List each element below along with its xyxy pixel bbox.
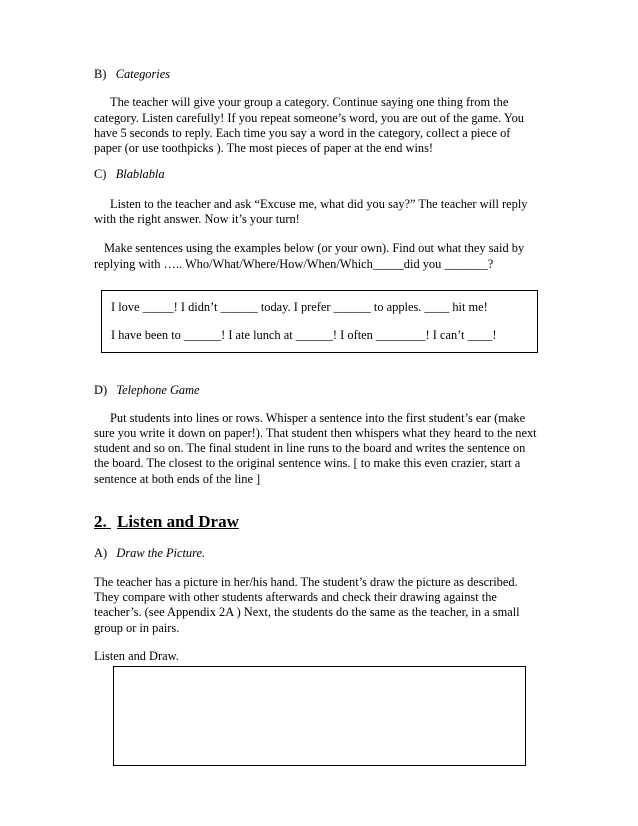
text-line: The teacher has a picture in her/his hand. The student’s draw the picture as described. bbox=[94, 575, 518, 589]
section-b-letter: B) bbox=[94, 67, 107, 81]
text-line: sentence at both ends of the line ] bbox=[94, 472, 261, 486]
example-line: I have been to ______! I ate lunch at ______! I often ________! I can’t ____! bbox=[111, 328, 497, 342]
section-2-heading bbox=[94, 512, 239, 532]
text-line: sure you write it down on paper!). That student then whispers what they heard to the next bbox=[94, 426, 537, 440]
section-b-heading bbox=[94, 66, 170, 82]
draw-picture-title: Draw the Picture. bbox=[116, 546, 206, 560]
text-line: Put students into lines or rows. Whisper a sentence into the first student’s ear (make bbox=[110, 411, 526, 425]
text-line: Listen to the teacher and ask “Excuse me, what did you say?” The teacher will reply bbox=[110, 197, 528, 211]
text-line: The teacher will give your group a category. Continue saying one thing from the bbox=[110, 95, 509, 109]
section-d-heading bbox=[94, 382, 200, 398]
text-line: replying with ….. Who/What/Where/How/When/Which_____did you _______? bbox=[94, 257, 494, 271]
text-line: Make sentences using the examples below (or your own). Find out what they said by bbox=[104, 241, 525, 255]
section-2-number: 2. bbox=[94, 512, 107, 531]
text-line: category. Listen carefully! If you repeat someone’s word, you are out of the game. You bbox=[94, 111, 524, 125]
text-line: paper (or use toothpicks ). The most pieces of paper at the end wins! bbox=[94, 141, 434, 155]
draw-picture-heading bbox=[94, 545, 205, 561]
section-c-letter: C) bbox=[94, 167, 107, 181]
section-d-letter: D) bbox=[94, 383, 108, 397]
section-d-title: Telephone Game bbox=[116, 383, 200, 397]
example-line: I love _____! I didn’t ______ today. I prefer ______ to apples. ____ hit me! bbox=[111, 300, 488, 314]
section-c-title: Blablabla bbox=[115, 167, 165, 181]
text-line: student and so on. The final student in line runs to the board and writes the sentence on bbox=[94, 441, 526, 455]
section-2-title: Listen and Draw bbox=[117, 512, 239, 531]
example-sentences-box bbox=[101, 290, 538, 353]
section-c-heading bbox=[94, 166, 165, 182]
text-line: They compare with other students afterwards and check their drawing against the bbox=[94, 590, 497, 604]
text-line: teacher’s. (see Appendix 2A ) Next, the students do the same as the teacher, in a small bbox=[94, 605, 520, 619]
section-b-title: Categories bbox=[115, 67, 171, 81]
text-line: group or in pairs. bbox=[94, 621, 180, 635]
drawing-area-box bbox=[113, 666, 526, 766]
listen-and-draw-label: Listen and Draw. bbox=[94, 649, 179, 663]
text-line: have 5 seconds to reply. Each time you say a word in the category, collect a piece of bbox=[94, 126, 511, 140]
text-line: the board. The closest to the original sentence wins. [ to make this even crazier, start a bbox=[94, 456, 521, 470]
text-line: with the right answer. Now it’s your turn! bbox=[94, 212, 300, 226]
draw-picture-letter: A) bbox=[94, 546, 108, 560]
